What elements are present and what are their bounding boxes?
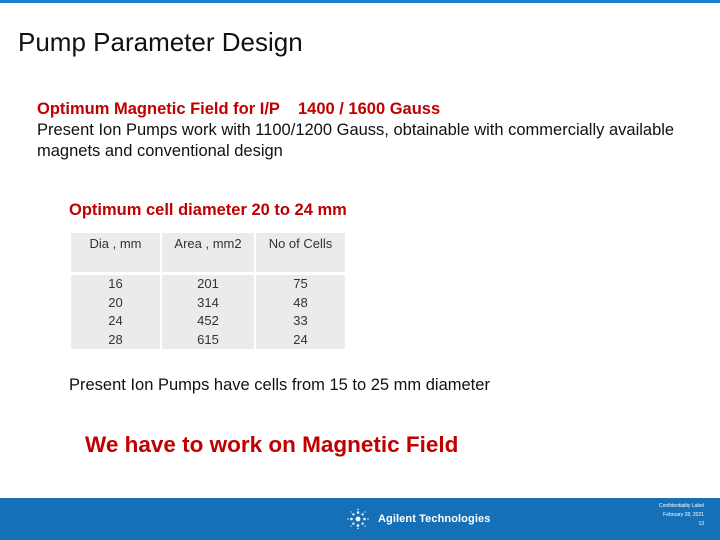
table-row: [71, 331, 345, 350]
page-number: 13: [698, 521, 704, 527]
cell-parameter-table: [69, 233, 347, 349]
cell-diameter-heading: Optimum cell diameter 20 to 24 mm: [69, 201, 347, 219]
table-spacer-row: [71, 254, 345, 275]
cell-dia: 20: [71, 294, 160, 313]
cell-count: 75: [256, 275, 345, 294]
cell-area: 452: [162, 312, 254, 331]
cell-dia: 28: [71, 331, 160, 350]
spacer-cell: [162, 254, 254, 275]
cell-dia: 16: [71, 275, 160, 294]
table-row: [71, 275, 345, 294]
confidentiality-label: Confidentiality Label: [658, 503, 704, 509]
cell-dia: 24: [71, 312, 160, 331]
optimum-field-text: Optimum Magnetic Field for I/P 1400 / 1600 Gauss: [37, 100, 441, 118]
table-row: [71, 312, 345, 331]
footer-date: February 28, 2021: [663, 512, 704, 518]
present-cells-text: Present Ion Pumps have cells from 15 to 25 mm diameter: [69, 376, 490, 394]
agilent-logo: [345, 508, 490, 530]
header-cells: No of Cells: [256, 233, 345, 254]
cell-count: 33: [256, 312, 345, 331]
table-header-row: [71, 233, 345, 254]
agilent-spark-icon: [345, 508, 371, 530]
cell-count: 48: [256, 294, 345, 313]
callout-text: We have to work on Magnetic Field: [85, 432, 459, 457]
header-area: Area , mm2: [162, 233, 254, 254]
cell-area: 615: [162, 331, 254, 350]
brand-name: Agilent Technologies: [378, 513, 491, 525]
spacer-cell: [71, 254, 160, 275]
header-dia: Dia , mm: [71, 233, 160, 254]
lead-text: [37, 99, 697, 162]
cell-area: 314: [162, 294, 254, 313]
footer-bar: [0, 498, 720, 540]
spacer-cell: [256, 254, 345, 275]
cell-area: 201: [162, 275, 254, 294]
top-rule: [0, 0, 720, 3]
footer-meta: [624, 502, 704, 529]
slide-title: Pump Parameter Design: [18, 27, 303, 57]
present-field-text: Present Ion Pumps work with 1100/1200 Gauss, obtainable with commercially available magnets and conventional design: [37, 121, 675, 160]
cell-count: 24: [256, 331, 345, 350]
table-row: [71, 294, 345, 313]
